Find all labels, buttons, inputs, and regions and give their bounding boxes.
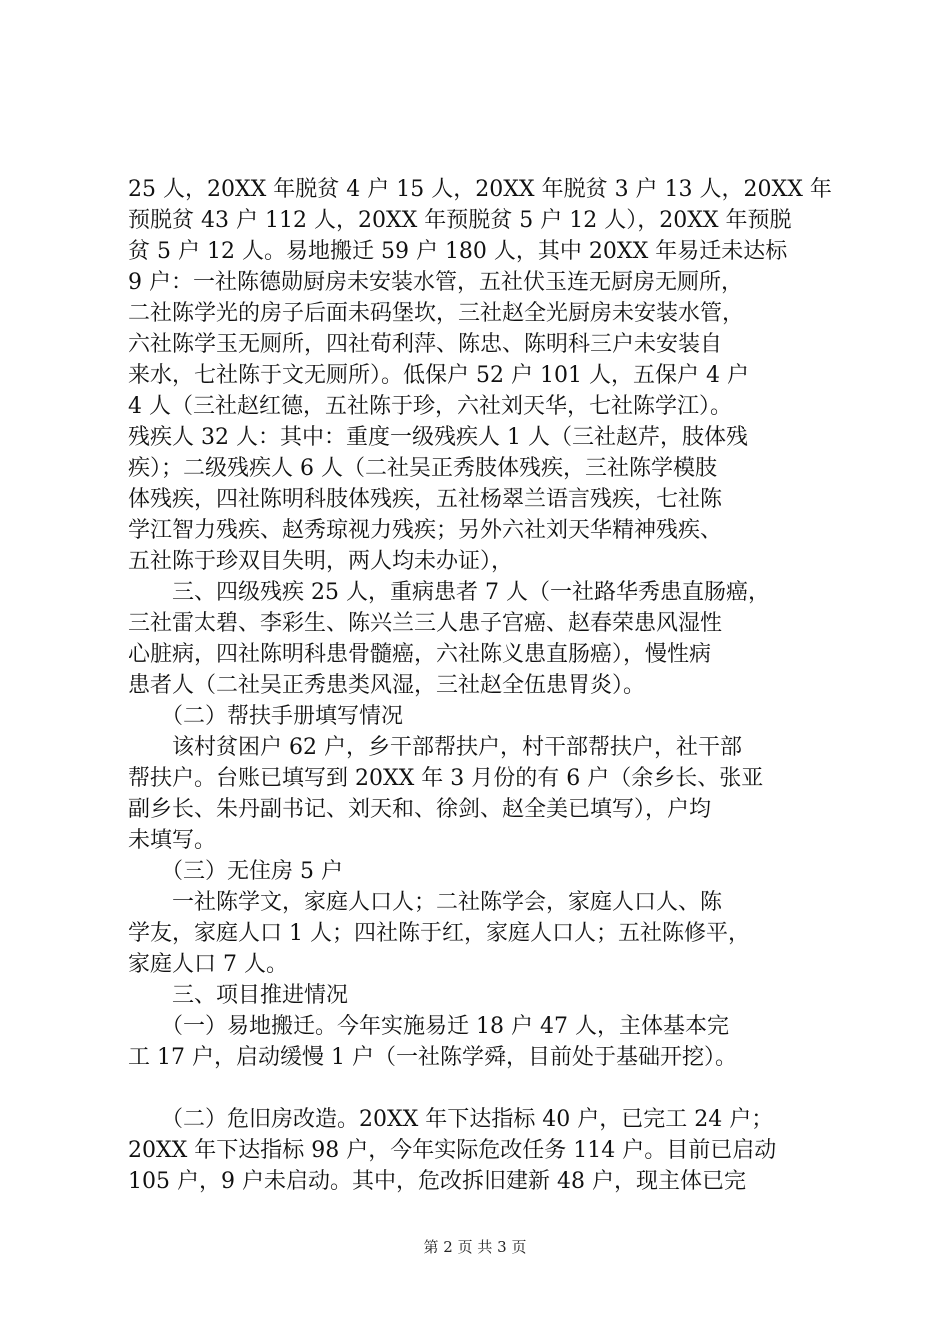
text-line: 该村贫困户 62 户，乡干部帮扶户，村干部帮扶户，社干部 bbox=[128, 735, 742, 760]
text-line: （三）无住房 5 户 bbox=[128, 859, 343, 884]
paragraph-spacer bbox=[128, 1073, 836, 1104]
text-line: 患者人（二社吴正秀患类风湿，三社赵全伍患胃炎）。 bbox=[128, 673, 646, 698]
text-line: 贫 5 户 12 人。易地搬迁 59 户 180 人，其中 20XX 年易迁未达标 bbox=[128, 239, 788, 264]
text-line: 来水，七社陈于文无厕所）。低保户 52 户 101 人，五保户 4 户 bbox=[128, 363, 749, 388]
text-line: 家庭人口 7 人。 bbox=[128, 952, 288, 977]
text-line: 五社陈于珍双目失明，两人均未办证）， bbox=[128, 549, 514, 574]
page-footer bbox=[0, 1237, 950, 1257]
page-number-indicator: 第 2 页 共 3 页 bbox=[423, 1238, 527, 1256]
text-line: 工 17 户，启动缓慢 1 户（一社陈学舜，目前处于基础开挖）。 bbox=[128, 1045, 737, 1070]
text-block-main bbox=[128, 174, 836, 1073]
text-line: 副乡长、朱丹副书记、刘天和、徐剑、赵全美已填写），户均 bbox=[128, 797, 712, 822]
text-line: （二）帮扶手册填写情况 bbox=[128, 704, 404, 729]
text-line: 105 户，9 户未启动。其中，危改拆旧建新 48 户，现主体已完 bbox=[128, 1169, 746, 1194]
text-line: （二）危旧房改造。20XX 年下达指标 40 户，已完工 24 户； bbox=[128, 1107, 774, 1132]
text-line: 三社雷太碧、李彩生、陈兴兰三人患子宫癌、赵春荣患风湿性 bbox=[128, 611, 723, 636]
text-line: 三、四级残疾 25 人，重病患者 7 人（一社路华秀患直肠癌， bbox=[128, 580, 770, 605]
text-line: 六社陈学玉无厕所，四社荀利萍、陈忠、陈明科三户未安装自 bbox=[128, 332, 723, 357]
text-line: 三、项目推进情况 bbox=[128, 983, 349, 1008]
text-block-continued bbox=[128, 1104, 836, 1197]
text-line: 学友，家庭人口 1 人；四社陈于红，家庭人口人；五社陈修平， bbox=[128, 921, 750, 946]
text-line: 一社陈学文，家庭人口人；二社陈学会，家庭人口人、陈 bbox=[128, 890, 723, 915]
text-line: 疾）；二级残疾人 6 人（二社吴正秀肢体残疾，三社陈学模肢 bbox=[128, 456, 717, 481]
text-line: 20XX 年下达指标 98 户，今年实际危改任务 114 户。目前已启动 bbox=[128, 1138, 777, 1163]
text-line: 心脏病，四社陈明科患骨髓癌，六社陈义患直肠癌），慢性病 bbox=[128, 642, 712, 667]
text-line: 帮扶户。台账已填写到 20XX 年 3 月份的有 6 户（余乡长、张亚 bbox=[128, 766, 764, 791]
text-line: 25 人，20XX 年脱贫 4 户 15 人，20XX 年脱贫 3 户 13 人，20XX 年 bbox=[128, 177, 832, 202]
text-line: 体残疾，四社陈明科肢体残疾，五社杨翠兰语言残疾，七社陈 bbox=[128, 487, 723, 512]
text-line: 4 人（三社赵红德，五社陈于珍，六社刘天华，七社陈学江）。 bbox=[128, 394, 732, 419]
text-line: 9 户：一社陈德勋厨房未安装水管，五社伏玉连无厨房无厕所， bbox=[128, 270, 743, 295]
text-line: 未填写。 bbox=[128, 828, 217, 853]
text-line: 预脱贫 43 户 112 人，20XX 年预脱贫 5 户 12 人），20XX 年预脱 bbox=[128, 208, 792, 233]
text-line: 残疾人 32 人：其中：重度一级残疾人 1 人（三社赵芹，肢体残 bbox=[128, 425, 748, 450]
text-line: 二社陈学光的房子后面未码堡坎，三社赵全光厨房未安装水管， bbox=[128, 301, 745, 326]
text-line: （一）易地搬迁。今年实施易迁 18 户 47 人，主体基本完 bbox=[128, 1014, 729, 1039]
document-body bbox=[128, 174, 836, 1197]
text-line: 学江智力残疾、赵秀琼视力残疾；另外六社刘天华精神残疾、 bbox=[128, 518, 723, 543]
